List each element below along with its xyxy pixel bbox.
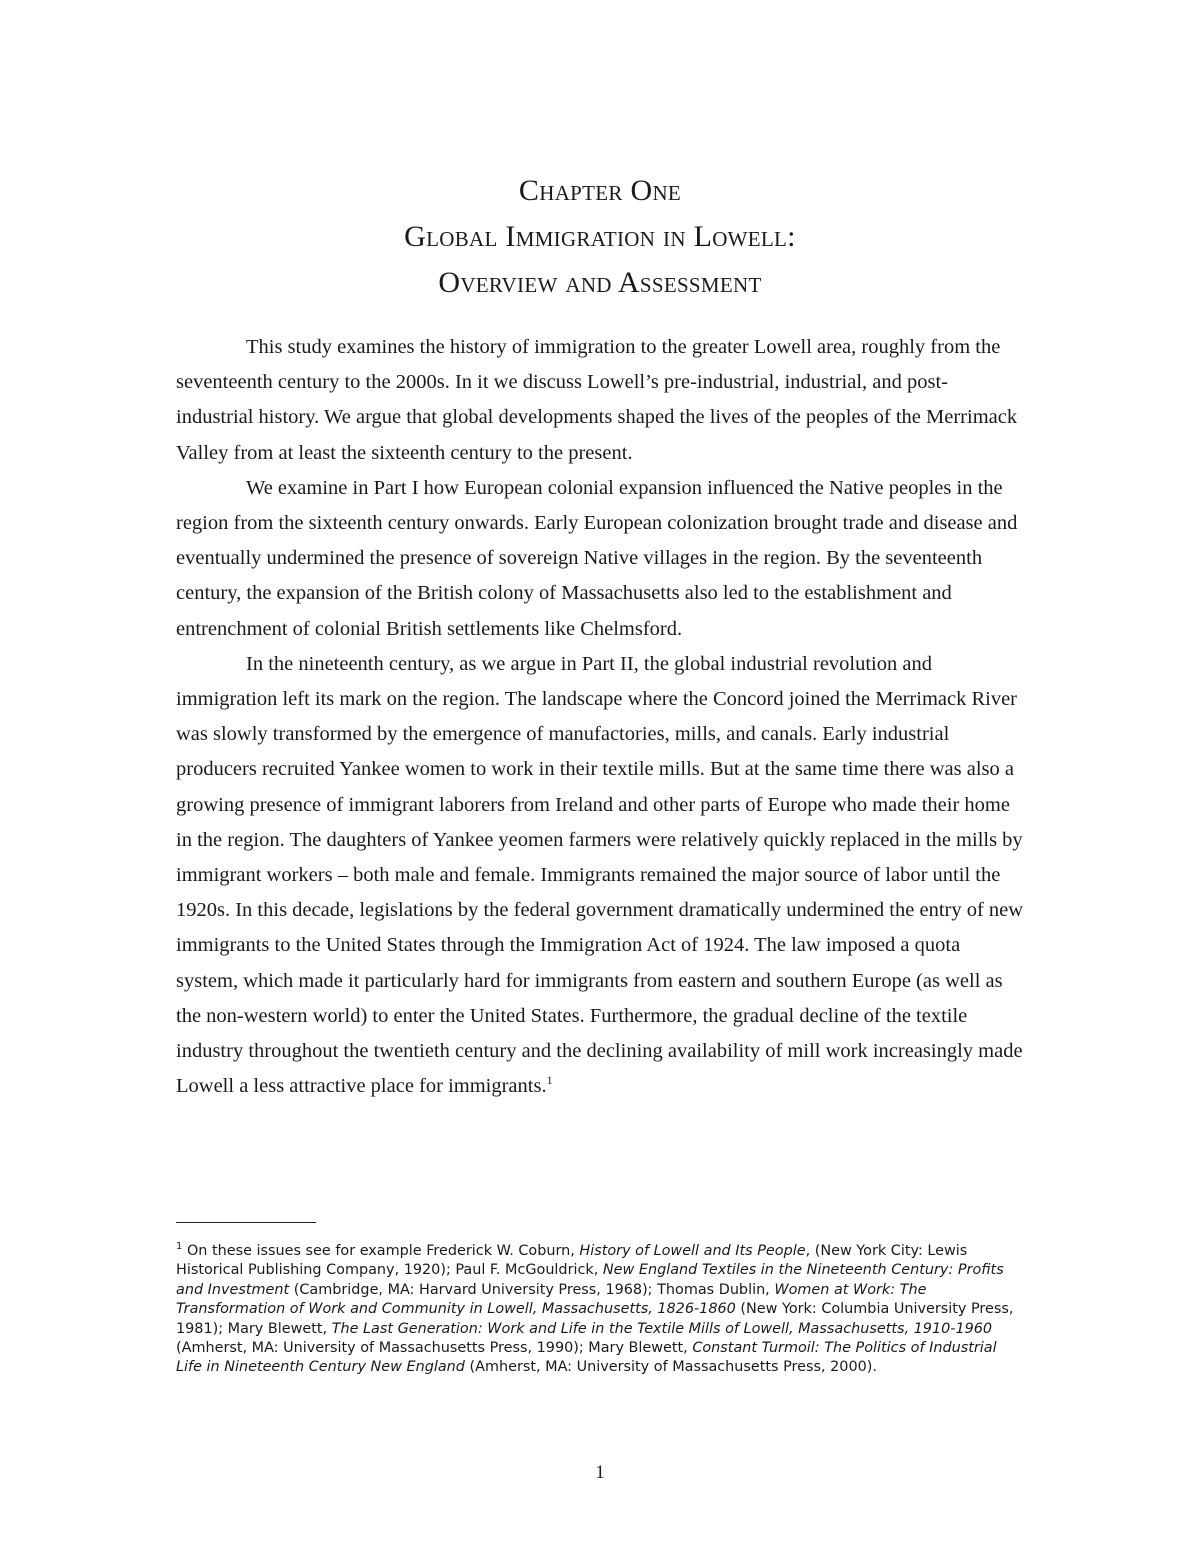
paragraph: In the nineteenth century, as we argue in Part II, the global industrial revolution and immigration left its mark on the region. The landscape where the Concord joined the Merrimack River was slowly transformed by the emergence of manufactories, mills, and canals. Early industrial producers recruited Yankee women to work in their textile mills. But at the same time there was also a growing presence of immigrant laborers from Ireland and other parts of Europe who made their home in the region. The daughters of Yankee yeomen farmers were relatively quickly replaced in the mills by immigrant workers – both male and female. Immigrants remained the major source of labor until the 1920s. In this decade, legislations by the federal government dramatically undermined the entry of new immigrants to the United States through the Immigration Act of 1924. The law imposed a quota system, which made it particularly hard for immigrants from eastern and southern Europe (as well as the non-western world) to enter the United States. Furthermore, the gradual decline of the textile industry throughout the twentieth century and the declining availability of mill work increasingly made Lowell a less attractive place for immigrants.$^1$ [176, 652, 1024, 1098]
chapter-heading [0, 168, 1200, 306]
footnote-citation-title: Constant Turmoil: The Politics of Industrial Life in Nineteenth Century New England [176, 1340, 997, 1376]
footnote-reference[interactable]: 1 [546, 1073, 553, 1088]
page-number: 1 [595, 1462, 605, 1483]
chapter-subtitle: Overview and Assessment [438, 266, 762, 299]
footnote-text: (Cambridge, MA: Harvard University Press, 1968); Thomas Dublin, [289, 1281, 775, 1298]
body-text [176, 330, 1024, 1104]
footnote-marker: 1 [176, 1241, 183, 1253]
footnote-text: (New York: Columbia University Press, 1981); Mary Blewett, [176, 1301, 1014, 1337]
paragraph: We examine in Part I how European colonial expansion influenced the Native peoples in the region from the sixteenth century onwards. Early European colonization brought trade and disease and eventually undermined the presence of sovereign Native villages in the region. By the seventeenth century, the expansion of the British colony of Massachusetts also led to the establishment and entrenchment of colonial British settlements like Chelmsford. [176, 476, 1018, 640]
footnote-citation-title: History of Lowell and Its People [579, 1243, 806, 1259]
footnote-text: (Amherst, MA: University of Massachusetts Press, 1990); Mary Blewett, [176, 1340, 693, 1357]
footnote-text: , (New York City: Lewis Historical Publishing Company, 1920); Paul F. McGouldrick, [176, 1243, 968, 1279]
footnote-text: On these issues see for example Frederick W. Coburn, [182, 1243, 580, 1259]
footnote-citation-title: New England Textiles in the Nineteenth Century: Profits and Investment [176, 1262, 1004, 1298]
footnote-divider [176, 1222, 316, 1223]
footnote [176, 1242, 1024, 1378]
chapter-number: Chapter One [518, 174, 682, 207]
footnote-text: (Amherst, MA: University of Massachusetts Press, 2000). [464, 1359, 877, 1376]
footnote-citation-title: Women at Work: The Transformation of Work and Community in Lowell, Massachusetts, 1826-1860 [176, 1281, 927, 1318]
chapter-title: Global Immigration in Lowell: [404, 220, 796, 253]
paragraph: This study examines the history of immigration to the greater Lowell area, roughly from the seventeenth century to the 2000s. In it we discuss Lowell’s pre-industrial, industrial, and post-industrial history. We argue that global developments shaped the lives of the peoples of the Merrimack Valley from at least the sixteenth century to the present. [176, 336, 1018, 464]
footnote-citation-title: The Last Generation: Work and Life in the Textile Mills of Lowell, Massachusetts, 1910-1960 [331, 1320, 993, 1337]
